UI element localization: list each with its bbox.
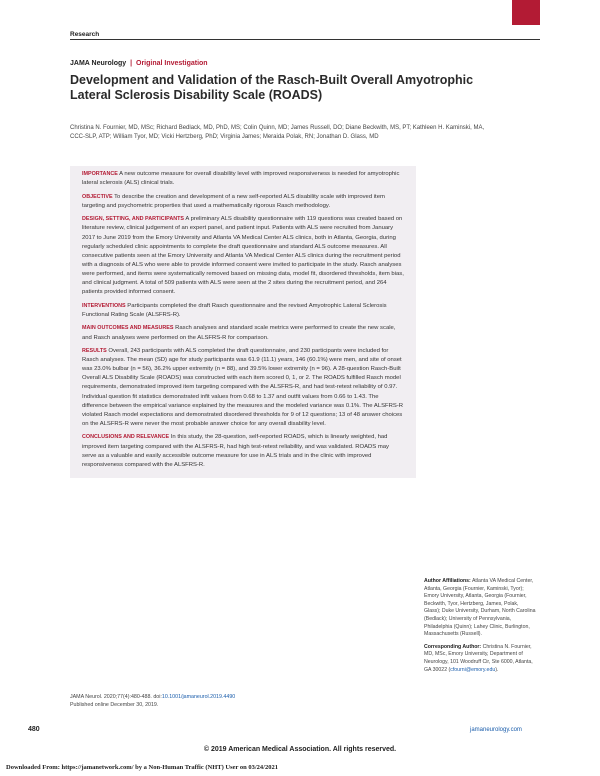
abstract-text: Rasch analyses and standard scale metrics were performed to create the new scale, and Rasch analyses were performed on the ALSFRS-R for comparison. — [82, 325, 396, 341]
abstract-heading: DESIGN, SETTING, AND PARTICIPANTS — [82, 216, 185, 223]
journal-name: JAMA Neurology — [70, 60, 127, 67]
corresponding-end: ). — [495, 666, 499, 673]
abstract-heading: RESULTS — [82, 348, 107, 355]
abstract-text: A new outcome measure for overall disability level with improved responsiveness is needed for amyotrophic lateral sclerosis (ALS) clinical trials. — [82, 171, 400, 187]
abstract-heading: MAIN OUTCOMES AND MEASURES — [82, 325, 174, 332]
author-list: Christina N. Fournier, MD, MSc; Richard Bedlack, MD, PhD, MS; Colin Quinn, MD; James Russell, DO; Diane Beckwith, MS, PT; Kathleen H. Kaminski, MA, CCC-SLP, ATP; William Tyor, MD; Vicki Hertzberg, PhD; Virginia James; Meraida Polak, RN; Jonathan D. Glass, MD — [70, 125, 485, 140]
abstract-text: Participants completed the draft Rasch questionnaire and the revised Amyotrophic Lateral Sclerosis Functional Rating Scale (ALSFRS-R). — [82, 302, 387, 318]
abstract-design — [82, 215, 404, 297]
abstract-heading: INTERVENTIONS — [82, 302, 126, 309]
abstract-box — [70, 166, 416, 478]
download-notice: Downloaded From: https://jamanetwork.com/ by a Non-Human Traffic (NHT) User on 03/24/2021 — [6, 764, 278, 771]
corresponding-email-link[interactable]: cfourni@emory.edu — [450, 666, 496, 673]
abstract-outcomes — [82, 324, 404, 342]
author-info-sidebar — [424, 578, 536, 679]
abstract-objective — [82, 193, 404, 211]
corresponding-text: Christina N. Fournier, MD, MSc, Emory University, Department of Neurology, 101 Woodruff Cir, Ste 6000, Atlanta, GA 30022 ( — [424, 643, 533, 673]
page-number: 480 — [28, 726, 40, 733]
abstract-interventions — [82, 302, 404, 320]
corner-color-bar — [512, 0, 540, 25]
corresponding-label: Corresponding Author: — [424, 643, 482, 650]
section-label: Research — [70, 31, 100, 38]
article-type: Original Investigation — [136, 60, 208, 67]
abstract-text: To describe the creation and development of a new self-reported ALS disability scale with improved item targeting and psychometric properties that used a mathematically rigorous Rasch methodology. — [82, 193, 385, 209]
citation-text: JAMA Neurol. 2020;77(4):480-488. doi: — [70, 694, 162, 700]
abstract-results — [82, 347, 404, 429]
citation — [70, 693, 410, 709]
abstract-importance — [82, 170, 404, 188]
journal-line — [70, 60, 208, 67]
published-date: Published online December 30, 2019. — [70, 702, 159, 708]
doi-link[interactable]: 10.1001/jamaneurol.2019.4490 — [161, 694, 236, 700]
corresponding-author — [424, 644, 536, 674]
affiliations-label: Author Affiliations: — [424, 578, 471, 584]
abstract-heading: IMPORTANCE — [82, 171, 118, 177]
abstract-heading: OBJECTIVE — [82, 193, 113, 200]
author-affiliations — [424, 578, 536, 639]
abstract-conclusions — [82, 433, 404, 469]
header-divider — [70, 39, 540, 40]
abstract-text: In this study, the 28-question, self-reported ROADS, which is linearly weighted, had improved item targeting compared with the ALSFRS-R, had high test-retest reliability, and was validated. ROADS may serve as a valuable and easily accessible outcome measure for use in ALS trials and in the clinic with improved responsiveness compared with the ALSFRS-R. — [82, 434, 389, 468]
citation-line — [70, 693, 410, 701]
affiliations-text: Atlanta VA Medical Center, Atlanta, Georgia (Fournier, Kaminski, Tyor); Emory University, Atlanta, Georgia (Fournier, Beckwith, Tyor, Hertzberg, James, Polak, Glass); Duke University, Durham, North Carolina (Bedlack); University of Pennsylvania, Philadelphia (Quinn); Lahey Clinic, Burlington, Massachusetts (Russell). — [424, 578, 536, 638]
abstract-heading: CONCLUSIONS AND RELEVANCE — [82, 434, 170, 441]
journal-site-link[interactable]: jamaneurology.com — [470, 727, 522, 733]
journal-separator: | — [130, 60, 133, 67]
copyright-notice: © 2019 American Medical Association. All rights reserved. — [203, 746, 397, 753]
abstract-text: A preliminary ALS disability questionnaire with 119 questions was created based on literature review, clinical judgement of an expert panel, and patient input. Patients with ALS were recruited from January 2017 to June 2019 from the Emory University and Atlanta VA Medical Center ALS clinics, both in Atlanta, Georgia, during regularly scheduled clinic appointments to complete the draft questionnaire and standard ALS outcome measures. All consecutive patients seen at the Emory University and Atlanta VA Medical Center ALS clinics during the recruitment period with a diagnosis of ALS who were able to provide informed consent were invited to participate in the study. Rasch analyses were performed, and items were systematically removed based on missing data, model fit, disordered thresholds, item bias, and clinical judgment. A total of 509 patients with ALS were seen at the 2 sites during the recruitment period, and 264 patients provided informed consent. — [82, 216, 404, 296]
abstract-text: Overall, 243 participants with ALS completed the draft questionnaire, and 230 participants were included for Rasch analyses. The mean (SD) age for study participants was 61.9 (11.1) years, 146 (60.1%) were men, and site of onset was 23.0% bulbar (n = 56), 36.2% upper extremity (n = 88), and 39.5% lower extremity (n = 96). A 28-question Rasch-Built Overall ALS Disability Scale (ROADS) was constructed with each item scored 0, 1, or 2. The ROADS fulfilled Rasch model requirements, demonstrated improved item targeting compared with the ALSFRS-R, and had test-retest reliability of 0.97. Individual question fit statistics demonstrated infit values from 0.68 to 1.37 and outfit values from 0.66 to 1.43. The difference between the empirical variance explained by the measures and the modeled variance was 0.1%. The ALSFRS-R violated Rasch model expectations and demonstrated disordered thresholds for 9 of 12 questions; 13 of 48 answer choices on the ALSFRS-R were never the most probable answer choice for any overall disability level. — [82, 348, 404, 427]
article-title: Development and Validation of the Rasch-Built Overall Amyotrophic Lateral Sclerosis Disability Scale (ROADS) — [70, 73, 474, 102]
